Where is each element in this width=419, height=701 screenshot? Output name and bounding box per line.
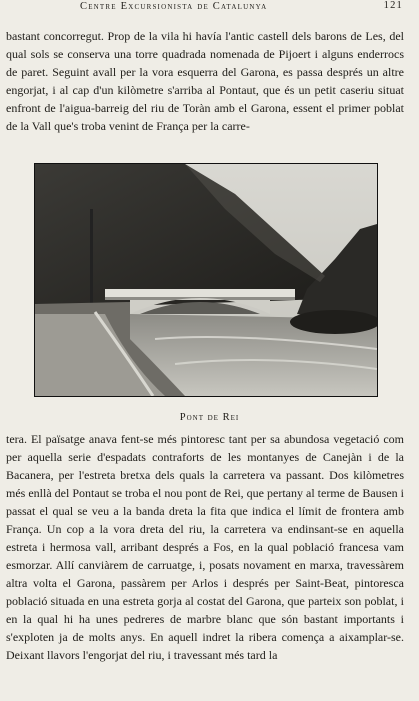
- bridge-photograph: [34, 163, 378, 397]
- figure-caption: Pont de Rei: [179, 412, 240, 423]
- paragraph-top: bastant concorregut. Prop de la vila hi havía l'antic castell dels barons de Les, del qual sols se conserva una torre quadrada nomenada de Pijoert i alguns enderrocs de paret. Seguint avall per la vora esquerra del Garona, es passa després un altre engorjat, i al cap d'un kilòmetre s'arriba al Pontaut, que és un petit caseriu situat enfront de l'aigua-barreig del riu de Toràn amb el Garona, essent el primer poblat de la Vall que's troba venint de França per la carre-: [6, 29, 404, 133]
- journal-title: Centre Excursionista de Catalunya: [80, 1, 268, 12]
- paragraph-bottom: tera. El païsatge anava fent-se més pintoresc tant per sa abundosa vegetació com per aquella serie d'espadats contraforts de les montanyes de Canejàn i de la Bacanera, per l'estreta bretxa dels quals la carretera va passant. Dos kilòmetres més enllà del Pontaut se troba el nou pont de Rei, que pertany al terme de Bausen i passat el qual se veu a la banda dreta la fita que indica el límit de frontera amb França. Un cop a la vora dreta del riu, la carretera va endinsant-se en aquella estreta i hermosa vall, arribant després a Fos, en la qual població francesa vam esmorzar. Allí canviàrem de carruatge, i, posats novament en marxa, travessàrem altra volta el Garona, passàrem per Arlos i després per Saint-Beat, pintoresca població situada en una estreta gorja al costat del Garona, que parteix son poblat, i en la qual hi ha unes pedreres de marbre blanc que són bastant importants i s'exploten ja de molts anys. En aquell indret la ribera comença a aixamplar-se. Deixant llavors l'engorjat del riu, i travessant més tard la: [6, 432, 404, 662]
- running-header: [0, 0, 419, 14]
- page-number: 121: [383, 0, 403, 11]
- bridge-photo-illustration: [35, 164, 377, 396]
